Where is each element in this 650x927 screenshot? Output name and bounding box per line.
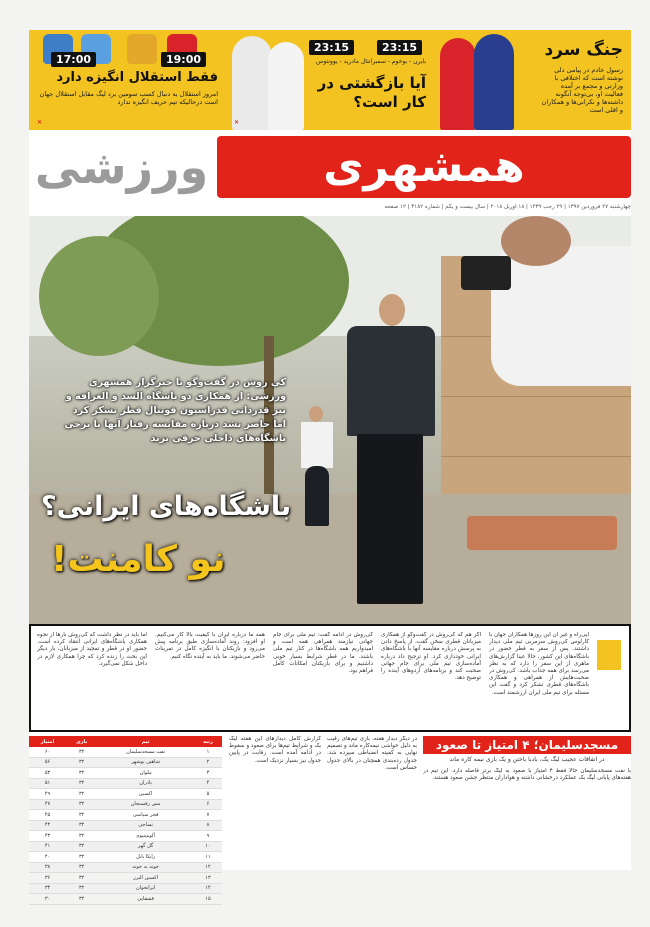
table-cell: ۴۰ (29, 852, 66, 863)
story-title[interactable]: مسجدسلیمان؛ ۴ امتیاز تا صعود (423, 736, 631, 754)
table-cell: بادران (97, 778, 194, 789)
table-row (29, 810, 222, 821)
table-header: رتبه (194, 736, 222, 747)
table-cell: خونه به خونه (97, 862, 194, 873)
newspaper-page (29, 30, 631, 902)
table-cell: ۷ (194, 810, 222, 821)
table-cell: ۴۷ (29, 799, 66, 810)
table-cell: ۴۳ (29, 831, 66, 842)
table-header: امتیاز (29, 736, 66, 747)
person-head (309, 406, 323, 422)
logo-varzeshi[interactable]: ورزشی (34, 140, 209, 194)
table-cell: ۸ (194, 820, 222, 831)
match-time: 23:15 (309, 40, 354, 55)
table-cell: اکسین البرز (97, 873, 194, 884)
tree-canopy (39, 236, 159, 356)
table-row (29, 894, 222, 905)
table-row (29, 747, 222, 757)
table-cell: ۳۴ (29, 883, 66, 894)
masthead (29, 132, 631, 210)
table-row (29, 789, 222, 800)
table-cell: آلومینیوم (97, 831, 194, 842)
match-list: بایرن - بوخوم - سمبرانتال مادرید - یوونتوس (316, 58, 426, 65)
cover-headline-secondary[interactable]: نو کامنت! (51, 539, 226, 580)
news-column: در دیگر دیدار هفته، بازی تیم‌های رقیب به دلیل حواشی نیمه‌کاره ماند و تصمیم نهایی به کمیته انضباطی سپرده شد. جدول رده‌بندی همچنان در بالای جدول حساس است. (327, 736, 417, 771)
table-cell: ۳۰ (29, 894, 66, 905)
cover-headline-primary[interactable]: باشگاه‌های ایرانی؟ (41, 491, 292, 522)
table-cell: ۳۲ (66, 820, 97, 831)
table-cell: ۹ (194, 831, 222, 842)
bench (467, 516, 617, 550)
table-cell: ۳۲ (66, 810, 97, 821)
table-cell: ۳۲ (66, 883, 97, 894)
banner-title: جنگ سرد (544, 40, 623, 60)
table-cell: نساجی (97, 820, 194, 831)
table-cell: ۳۲ (66, 841, 97, 852)
table-cell: ۳۶ (29, 873, 66, 884)
table-cell: ۶۰ (29, 747, 66, 757)
table-cell: ۳۲ (66, 799, 97, 810)
banner-body: رسول خادم در پیامی دلی نوشته است که اختلافی با وزارتی و مجمع بر آمده فعالیت او، بی‌توجه آنگونه داشته‌ها و نکرانی‌ها و همکاران و اقلی است (541, 66, 623, 114)
table-cell: ۴۱ (29, 841, 66, 852)
table-cell: مس رفسنجان (97, 799, 194, 810)
table-row (29, 831, 222, 842)
red-x-icon: ✕ (234, 119, 240, 126)
player-photo (474, 34, 514, 130)
table-cell: ۵ (194, 789, 222, 800)
table-cell: شاهین بوشهر (97, 757, 194, 768)
logo-hamshahri[interactable]: همشهری (217, 136, 631, 198)
table-cell: ۵۶ (29, 757, 66, 768)
table-cell: ۱۳ (194, 873, 222, 884)
table-cell: ۴۹ (29, 789, 66, 800)
match-time: 23:15 (377, 40, 422, 55)
player-photo (268, 42, 304, 130)
article-column: کی‌روش در ادامه گفت: تیم ملی برای جام جهانی نیازمند همراهی همه است و امیدواریم همه باشگاه‌ها در کنار تیم ملی باشند. ما در قطر شرایط بسیار خوبی داشتیم و برای بازیکنان امکانات کامل فراهم بود. (273, 632, 373, 675)
news-column: گزارش کامل دیدارهای این هفته لیگ یک و شرایط تیم‌ها برای صعود و سقوط در ادامه آمده است. رقابت در پایین جدول نیز بسیار نزدیک است. (229, 736, 321, 764)
coach-shirt (347, 326, 435, 436)
table-cell: ۳۲ (66, 831, 97, 842)
banner-story-esteghlal[interactable] (29, 30, 224, 130)
table-row (29, 820, 222, 831)
story-body: با نفت مسجدسلیمان حالا فقط ۴ امتیاز با صعود به لیگ برتر فاصله دارد. این تیم در هفته‌های پایانی لیگ یک عملکرد درخشانی داشته و هواداران منتظر جشن صعود هستند. (423, 768, 631, 782)
banner-story-comeback[interactable] (224, 30, 434, 130)
match-time: 17:00 (51, 52, 96, 67)
wall-line (441, 396, 631, 397)
table-cell: ۱۰ (194, 841, 222, 852)
banner-story-cold-war[interactable] (434, 30, 631, 130)
table-row (29, 799, 222, 810)
table-cell: ۱۴ (194, 883, 222, 894)
article-column: اما باید در نظر داشت که کی‌روش بارها از نحوه همکاری باشگاه‌های ایرانی انتقاد کرده است. حضور او در قطر و تمجید از میزبانان، بار دیگر این بحث را زنده کرد که چرا همکاری لازم در داخل شکل نمی‌گیرد. (37, 632, 147, 667)
cover-story-article (29, 624, 631, 732)
table-cell: ۶ (194, 799, 222, 810)
photographer-head (501, 216, 571, 266)
wall-line (441, 456, 631, 457)
coach-trousers (357, 434, 423, 604)
table-cell: ملوان (97, 768, 194, 779)
table-cell: ۳۲ (66, 862, 97, 873)
photographer-shirt (491, 246, 631, 386)
table-cell: ۴ (194, 778, 222, 789)
camera-icon (461, 256, 511, 290)
table-cell: ۳۲ (66, 852, 97, 863)
table-cell: گل گهر (97, 841, 194, 852)
table-row (29, 757, 222, 768)
table-cell: ۱۱ (194, 852, 222, 863)
table-header: تیم (97, 736, 194, 747)
banner-body: امروز استقلال به دنبال کسب سومین برد لیگ مقابل استقلال جهان است درحالیکه تیم حریف انگیزه ندارد (39, 90, 218, 106)
table-cell: ۱۵ (194, 894, 222, 905)
article-column: اگر هم که کی‌روش در گفت‌وگو از همکاری میزبانان قطری سخن گفت، از پاسخ دادن به پرسش درباره مقایسه آنها با باشگاه‌های ایرانی خودداری کرد. او ترجیح داد درباره آماده‌سازی تیم ملی برای جام جهانی صحبت کند و برنامه‌های اردوهای آینده را توضیح دهد. (381, 632, 481, 682)
table-header: بازی (66, 736, 97, 747)
player-photo (440, 38, 476, 130)
table-cell: رایکا بابل (97, 852, 194, 863)
table-cell: ۳۲ (66, 894, 97, 905)
table-cell: ۱ (194, 747, 222, 757)
match-time: 19:00 (161, 52, 206, 67)
coach-head (379, 294, 405, 326)
player-photo (232, 36, 272, 130)
table-cell: ۵۱ (29, 778, 66, 789)
person-shirt (301, 422, 333, 468)
table-cell: ۴۴ (29, 820, 66, 831)
bottom-section (29, 736, 631, 902)
table-cell: ۳۸ (29, 862, 66, 873)
table-cell: ۳۲ (66, 768, 97, 779)
table-cell: اکسین (97, 789, 194, 800)
table-row (29, 852, 222, 863)
table-cell: ۳۲ (66, 778, 97, 789)
jersey-icon (127, 34, 157, 64)
table-row (29, 778, 222, 789)
table-row (29, 883, 222, 894)
table-row (29, 862, 222, 873)
red-x-icon: ✕ (37, 119, 43, 126)
top-banner (29, 30, 631, 130)
person-legs (305, 466, 329, 526)
table-cell: ۳ (194, 768, 222, 779)
table-row (29, 768, 222, 779)
cover-photo[interactable] (29, 216, 631, 624)
table-cell: ۳۲ (66, 757, 97, 768)
article-column: همه ما درباره ایران با کیفیت بالا کار می‌کنیم. او افزود: روند آماده‌سازی طبق برنامه پیش می‌رود و بازیکنان با انگیزه کامل در تمرینات حاضر می‌شوند. ما باید به آینده نگاه کنیم. (155, 632, 265, 660)
table-cell: ۲ (194, 757, 222, 768)
table-cell: ۳۲ (66, 747, 97, 757)
table-cell: ۵۳ (29, 768, 66, 779)
table-cell: ایرانجوان (97, 883, 194, 894)
table-row (29, 841, 222, 852)
banner-title: فقط استقلال انگیزه دارد (56, 70, 218, 85)
table-row (29, 873, 222, 884)
banner-title: آیا بازگشتی در کار است؟ (317, 74, 426, 111)
article-column: اپی‌راه و غیر آن این روزها همکاران جهان با کارلوس کی‌روش سرمربی تیم ملی دیدار داشتند. پس از سفر به قطر حضور در باشگاه‌های این کشور، حالا عینا گزارش‌های ماهری از این سفر را دارد که به نظر می‌رسد برای همه جذاب باشد. کی‌روش در صحبت‌هایش از همراهی و همکاری باشگاه‌های قطری تشکر کرد و گفت این مسئله برای تیم ملی ایران ارزشمند است. (489, 632, 589, 696)
table-cell: ۱۲ (194, 862, 222, 873)
table-cell: نفت مسجدسلیمان (97, 747, 194, 757)
league-table (29, 736, 222, 905)
page-badge-icon (597, 640, 621, 670)
table-cell: فجر سپاسی (97, 810, 194, 821)
table-cell: ۳۲ (66, 789, 97, 800)
dateline: چهارشنبه ۲۷ فروردین ۱۳۹۷ | ۲۹ رجب ۱۴۳۹ | ۱۸ آوریل ۲۰۱۸ | سال بیست و یکم | شماره ۳۱۸۲ | ۱۲ صفحه (384, 204, 631, 210)
table-cell: ۳۲ (66, 873, 97, 884)
cover-kicker: کی روش در گفت‌وگو با خبرگزار همشهری ورزشی: از همکاری دو باشگاه السد و الغرافه و نیز قدردانی فدراسیون فوتبال قطر تشکر کرد اما حاضر نشد درباره مقایسه رفتار آنها با برخی باشگاه‌های داخلی حرفی بزند (64, 377, 286, 444)
table-cell: قشقایی (97, 894, 194, 905)
table-cell: ۴۵ (29, 810, 66, 821)
story-subtitle: در اتفاقات عجیب لیگ یک، بادبا باختن و یک بازی نیمه کاره ماند (449, 756, 605, 763)
